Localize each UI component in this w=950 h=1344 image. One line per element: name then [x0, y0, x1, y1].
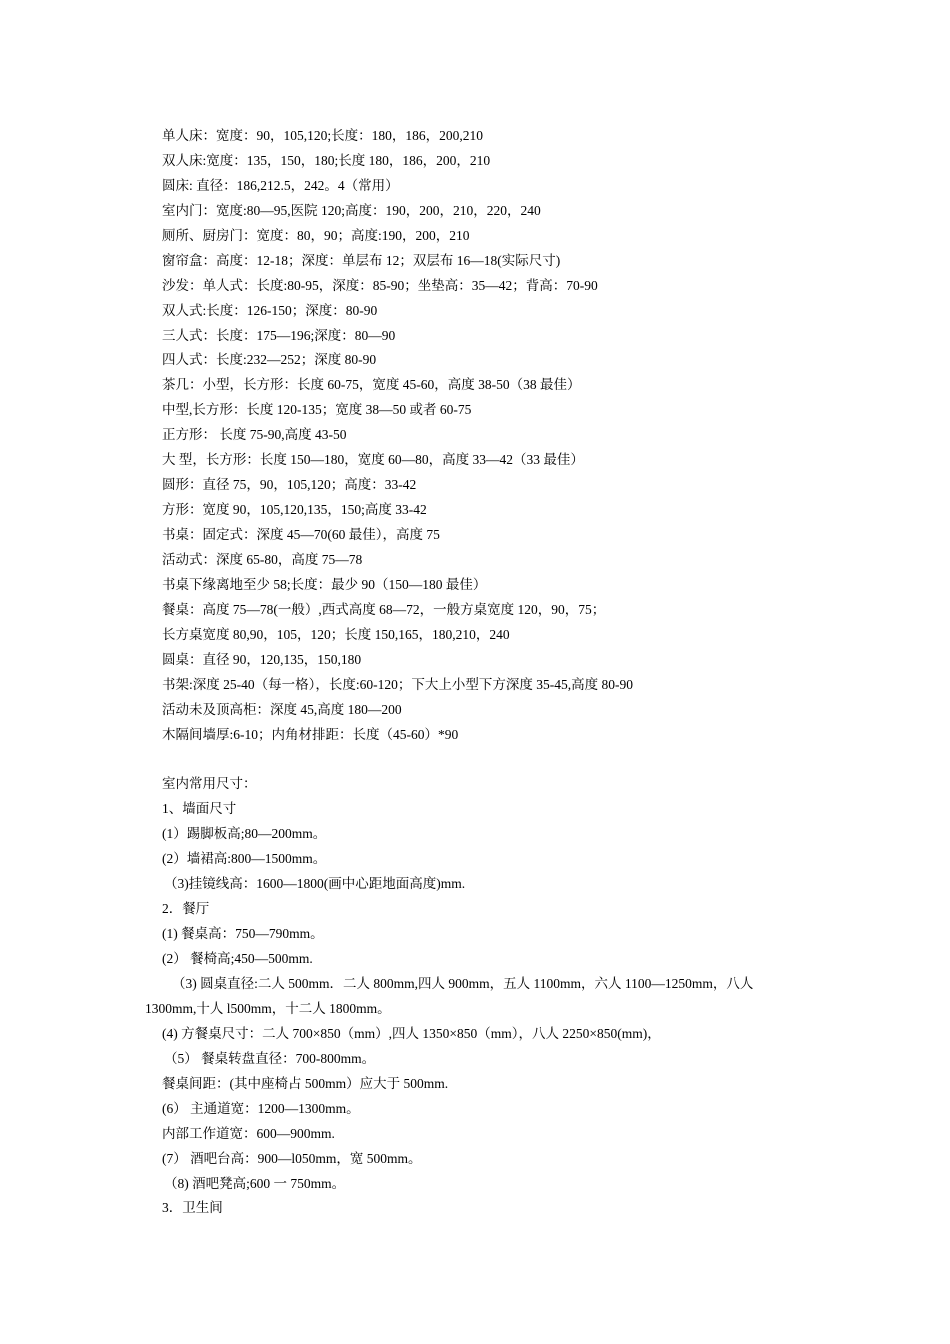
text-line-desk-fixed: 书桌：固定式：深度 45—70(60 最佳），高度 75: [162, 527, 440, 542]
text-line-skirting-height: (1）踢脚板高;80—200mm。: [162, 826, 327, 841]
text-line-main-aisle-width: (6） 主通道宽：1200—1300mm。: [162, 1101, 360, 1116]
heading-bathroom: 3．卫生间: [162, 1200, 223, 1215]
text-line-table-spacing: 餐桌间距：(其中座椅占 500mm）应大于 500mm.: [162, 1076, 449, 1091]
text-line-desk-movable: 活动式：深度 65-80，高度 75—78: [162, 552, 363, 567]
text-line-coffee-table-large: 大 型，长方形：长度 150—180，宽度 60—80，高度 33—42（33 最佳）: [162, 452, 584, 467]
text-line-picture-rail-height: （3)挂镜线高：1600—1800(画中心距地面高度)mm.: [164, 876, 466, 891]
text-line-sofa-single: 沙发：单人式：长度:80-95，深度：85-90；坐垫高：35—42；背高：70-90: [162, 278, 598, 293]
text-line-rectangular-table: 长方桌宽度 80,90，105，120；长度 150,165，180,210，240: [162, 627, 510, 642]
text-line-square-table-size: (4) 方餐桌尺寸：二人 700×850（mm）,四人 1350×850（mm），八人 2250×850(mm)，: [162, 1026, 661, 1041]
text-line-sofa-double: 双人式:长度：126-150；深度：80-90: [162, 303, 378, 318]
text-line-coffee-table-round: 圆形：直径 75，90，105,120；高度：33-42: [162, 477, 417, 492]
text-line-dining-table: 餐桌：高度 75—78(一般）,西式高度 68—72，一般方桌宽度 120，90，75；: [162, 602, 606, 617]
text-line-lazy-susan-diameter: （5） 餐桌转盘直径：700-800mm。: [164, 1051, 376, 1066]
text-line-single-bed: 单人床：宽度：90，105,120;长度：180，186，200,210: [162, 128, 484, 143]
text-line-toilet-kitchen-door: 厕所、厨房门：宽度：80，90；高度:190，200，210: [162, 228, 470, 243]
heading-dining-room: 2．餐厅: [162, 901, 210, 916]
text-line-dining-chair-height: (2） 餐椅高;450—500mm.: [162, 951, 313, 966]
text-line-partition-wall: 木隔间墙厚:6-10；内角材排距：长度（45-60）*90: [162, 727, 459, 742]
text-line-coffee-table-square-large: 方形：宽度 90，105,120,135，150;高度 33-42: [162, 502, 427, 517]
text-line-sofa-quad: 四人式：长度:232—252；深度 80-90: [162, 352, 377, 367]
text-line-wainscot-height: (2）墙裙高:800—1500mm。: [162, 851, 327, 866]
text-line-round-table-diameter: （3) 圆桌直径:二人 500mm．二人 800mm,四人 900mm，五人 1100mm，六人 1100—1250mm，八人: [172, 976, 754, 991]
text-line-desk-clearance: 书桌下缘离地至少 58;长度：最少 90（150—180 最佳）: [162, 577, 487, 592]
text-line-bar-stool-height: （8) 酒吧凳高;600 一 750mm。: [164, 1176, 346, 1191]
text-line-round-table-diameter-cont: 1300mm,十人 l500mm，十二人 1800mm。: [145, 1001, 391, 1016]
section-title-common-dimensions: 室内常用尺寸：: [162, 776, 257, 791]
text-line-double-bed: 双人床:宽度：135，150，180;长度 180，186，200，210: [162, 153, 491, 168]
text-line-bar-counter-height: (7） 酒吧台高：900—l050mm，宽 500mm。: [162, 1151, 422, 1166]
text-line-tall-cabinet: 活动未及顶高柜：深度 45,高度 180—200: [162, 702, 402, 717]
text-line-round-table: 圆桌：直径 90，120,135，150,180: [162, 652, 362, 667]
text-line-bookshelf: 书架:深度 25-40（每一格），长度:60-120；下大上小型下方深度 35-45,高度 80-90: [162, 677, 633, 692]
text-line-sofa-triple: 三人式：长度：175—196;深度：80—90: [162, 328, 396, 343]
text-line-round-bed: 圆床: 直径：186,212.5，242。4（常用）: [162, 178, 399, 193]
text-line-interior-door: 室内门：宽度:80—95,医院 120;高度：190，200，210，220，240: [162, 203, 541, 218]
text-line-work-aisle-width: 内部工作道宽：600—900mm.: [162, 1126, 335, 1141]
heading-wall-dimensions: 1、墙面尺寸: [162, 801, 237, 816]
text-line-dining-table-height: (1) 餐桌高：750—790mm。: [162, 926, 324, 941]
text-line-coffee-table-small: 茶几：小型，长方形：长度 60-75，宽度 45-60，高度 38-50（38 最佳）: [162, 377, 581, 392]
text-line-curtain-box: 窗帘盒：高度：12-18；深度：单层布 12；双层布 16—18(实际尺寸): [162, 253, 561, 268]
text-line-coffee-table-medium: 中型,长方形：长度 120-135；宽度 38—50 或者 60-75: [162, 402, 472, 417]
text-line-coffee-table-square: 正方形： 长度 75-90,高度 43-50: [162, 427, 347, 442]
